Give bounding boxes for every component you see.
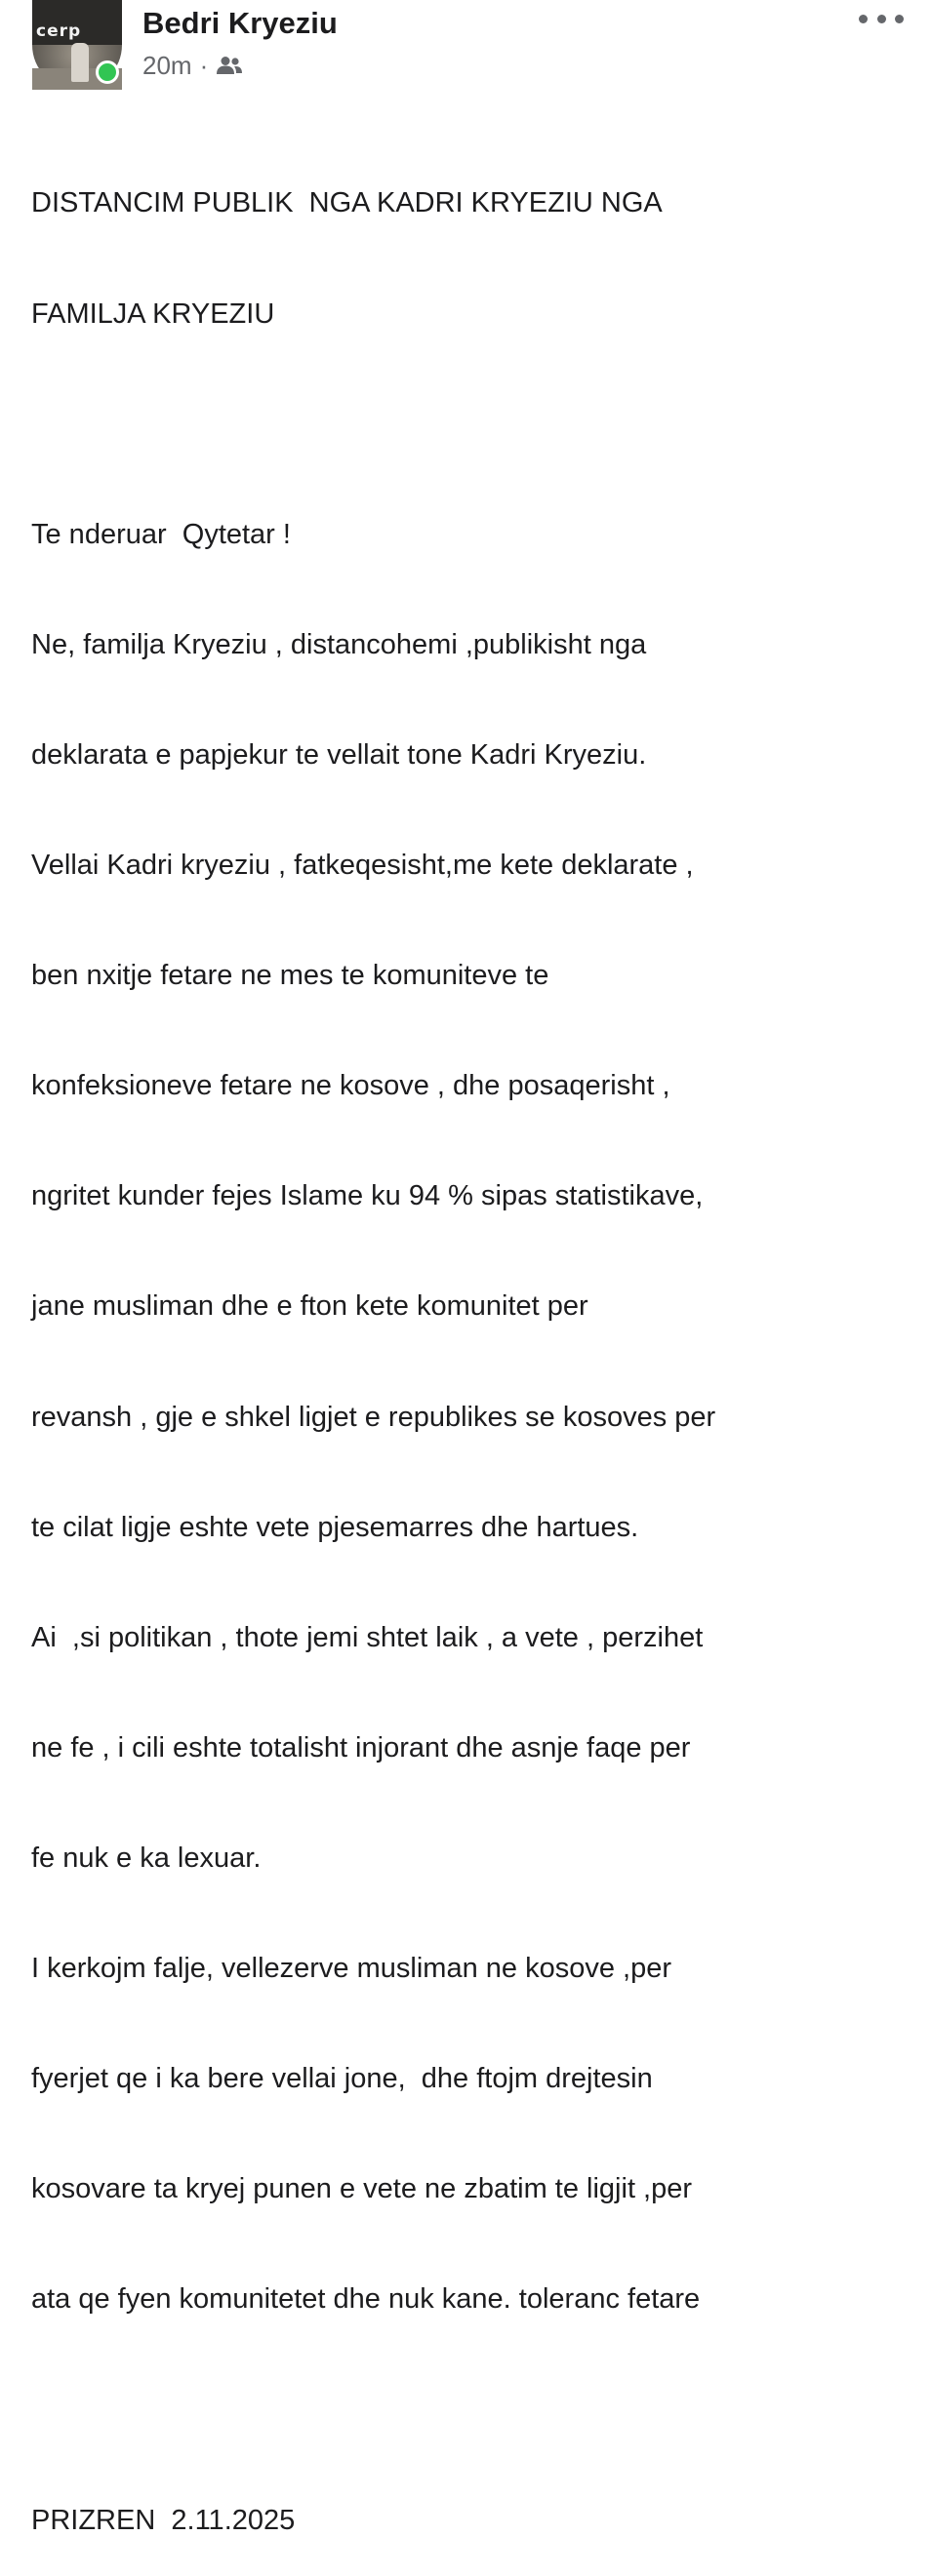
- paragraph-gap: [31, 2393, 914, 2430]
- friends-icon: [216, 56, 243, 75]
- post-title-line: FAMILJA KRYEZIU: [31, 297, 275, 330]
- post-body-line: fe nuk e ka lexuar.: [31, 1843, 262, 1875]
- meta-separator: ·: [199, 50, 209, 80]
- post-body-line: kosovare ta kryej punen e vete ne zbatim te ligjit ,per: [31, 2173, 693, 2205]
- post-body-line: ngritet kunder fejes Islame ku 94 % sipas statistikave,: [31, 1180, 704, 1212]
- post-body-line: Ne, familja Kryeziu , distancohemi ,publikisht nga: [31, 628, 647, 660]
- more-dot: [859, 15, 868, 23]
- post-text: [31, 112, 914, 2576]
- post-body-line: Te nderuar Qytetar !: [31, 518, 291, 550]
- post-body-line: I kerkojm falje, vellezerve musliman ne kosove ,per: [31, 1953, 671, 1985]
- post-body-line: ata qe fyen komunitetet dhe nuk kane. toleranc fetare: [31, 2283, 701, 2316]
- more-dot: [895, 15, 904, 23]
- post-body-line: deklarata e papjekur te vellait tone Kadri Kryeziu.: [31, 738, 647, 771]
- author-name[interactable]: Bedri Kryeziu: [142, 6, 338, 40]
- more-dot: [877, 15, 886, 23]
- avatar-person: [71, 43, 89, 82]
- online-status-icon: [96, 60, 119, 84]
- post-body-line: ne fe , i cili eshte totalisht injorant dhe asnje faqe per: [31, 1731, 691, 1764]
- post-body-line: ben nxitje fetare ne mes te komuniteve te: [31, 960, 549, 992]
- post-header: [0, 0, 931, 98]
- post-time[interactable]: 20m: [142, 50, 192, 80]
- avatar-sign-text: cerp: [36, 21, 82, 41]
- post-signature: PRIZREN 2.11.2025: [31, 2504, 296, 2536]
- post-body-line: Vellai Kadri kryeziu , fatkeqesisht,me kete deklarate ,: [31, 850, 694, 882]
- paragraph-gap: [31, 407, 914, 444]
- more-options-icon[interactable]: [859, 8, 904, 29]
- post-meta: [142, 49, 243, 82]
- post-body-line: konfeksioneve fetare ne kosove , dhe posaqerisht ,: [31, 1070, 670, 1102]
- post-body-line: fyerjet qe i ka bere vellai jone, dhe ftojm drejtesin: [31, 2063, 653, 2095]
- post-body-line: revansh , gje e shkel ligjet e republikes se kosoves per: [31, 1401, 716, 1433]
- post-body-line: te cilat ligje eshte vete pjesemarres dhe hartues.: [31, 1511, 639, 1543]
- post-body-line: jane musliman dhe e fton kete komunitet per: [31, 1290, 588, 1323]
- post-title-line: DISTANCIM PUBLIK NGA KADRI KRYEZIU NGA: [31, 187, 663, 219]
- post-body-line: Ai ,si politikan , thote jemi shtet laik , a vete , perzihet: [31, 1621, 704, 1653]
